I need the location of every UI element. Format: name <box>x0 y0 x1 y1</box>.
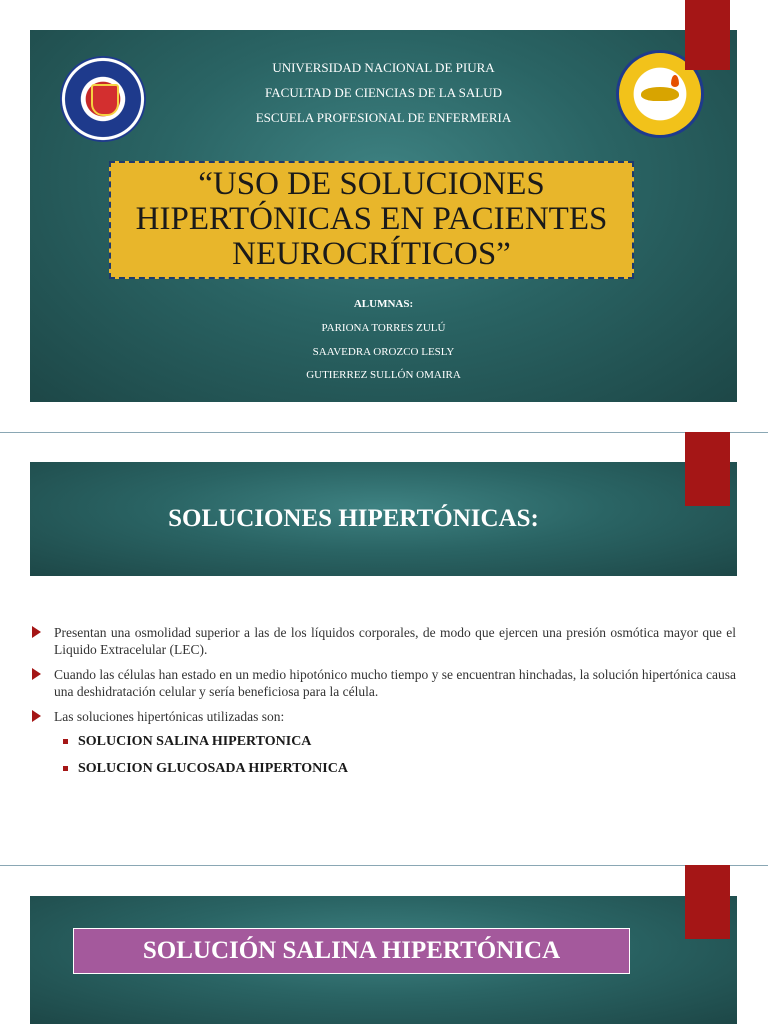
title-line: HIPERTÓNICAS EN PACIENTES <box>135 201 608 237</box>
university-name: UNIVERSIDAD NACIONAL DE PIURA <box>272 60 495 75</box>
presentation-title <box>109 161 634 279</box>
bullet-triangle-icon <box>32 626 41 638</box>
bullet-triangle-icon <box>32 668 41 680</box>
slide-divider <box>0 865 768 866</box>
slide-2-header <box>30 462 737 576</box>
bullet-square-icon <box>63 766 68 771</box>
ribbon-bookmark <box>685 865 730 939</box>
slide-3-title: SOLUCIÓN SALINA HIPERTÓNICA <box>73 928 630 974</box>
slide-1 <box>30 30 737 402</box>
students-label: ALUMNAS: <box>353 298 414 310</box>
bullet-list <box>32 624 736 787</box>
student-name: SAAVEDRA OROZCO LESLY <box>312 346 455 358</box>
bullet-item: Cuando las células han estado en un medio hipotónico mucho tiempo y se encuentran hinchadas, la solución hipertónica causa una deshidratación celular y sería beneficiosa para la célula. <box>32 666 736 700</box>
slide-divider <box>0 432 768 433</box>
ribbon-bookmark <box>685 0 730 70</box>
bullet-item: Las soluciones hipertónicas utilizadas son: <box>32 708 736 725</box>
bullet-triangle-icon <box>32 710 41 722</box>
student-name: GUTIERREZ SULLÓN OMAIRA <box>306 369 461 381</box>
title-line: “USO DE SOLUCIONES <box>198 166 545 202</box>
title-line: NEUROCRÍTICOS” <box>232 236 511 272</box>
student-name: PARIONA TORRES ZULÚ <box>321 322 446 334</box>
bullet-square-icon <box>63 739 68 744</box>
slide-3-header <box>30 896 737 1024</box>
sub-bullet-item: SOLUCION GLUCOSADA HIPERTONICA <box>32 760 736 777</box>
school-name: ESCUELA PROFESIONAL DE ENFERMERIA <box>255 110 512 125</box>
bullet-item: Presentan una osmolidad superior a las de los líquidos corporales, de modo que ejercen una presión osmótica mayor que el Liquido Extracelular (LEC). <box>32 624 736 658</box>
sub-bullet-item: SOLUCION SALINA HIPERTONICA <box>32 733 736 750</box>
slide-2-title: SOLUCIONES HIPERTÓNICAS: <box>168 505 539 532</box>
faculty-name: FACULTAD DE CIENCIAS DE LA SALUD <box>265 85 502 100</box>
ribbon-bookmark <box>685 432 730 506</box>
